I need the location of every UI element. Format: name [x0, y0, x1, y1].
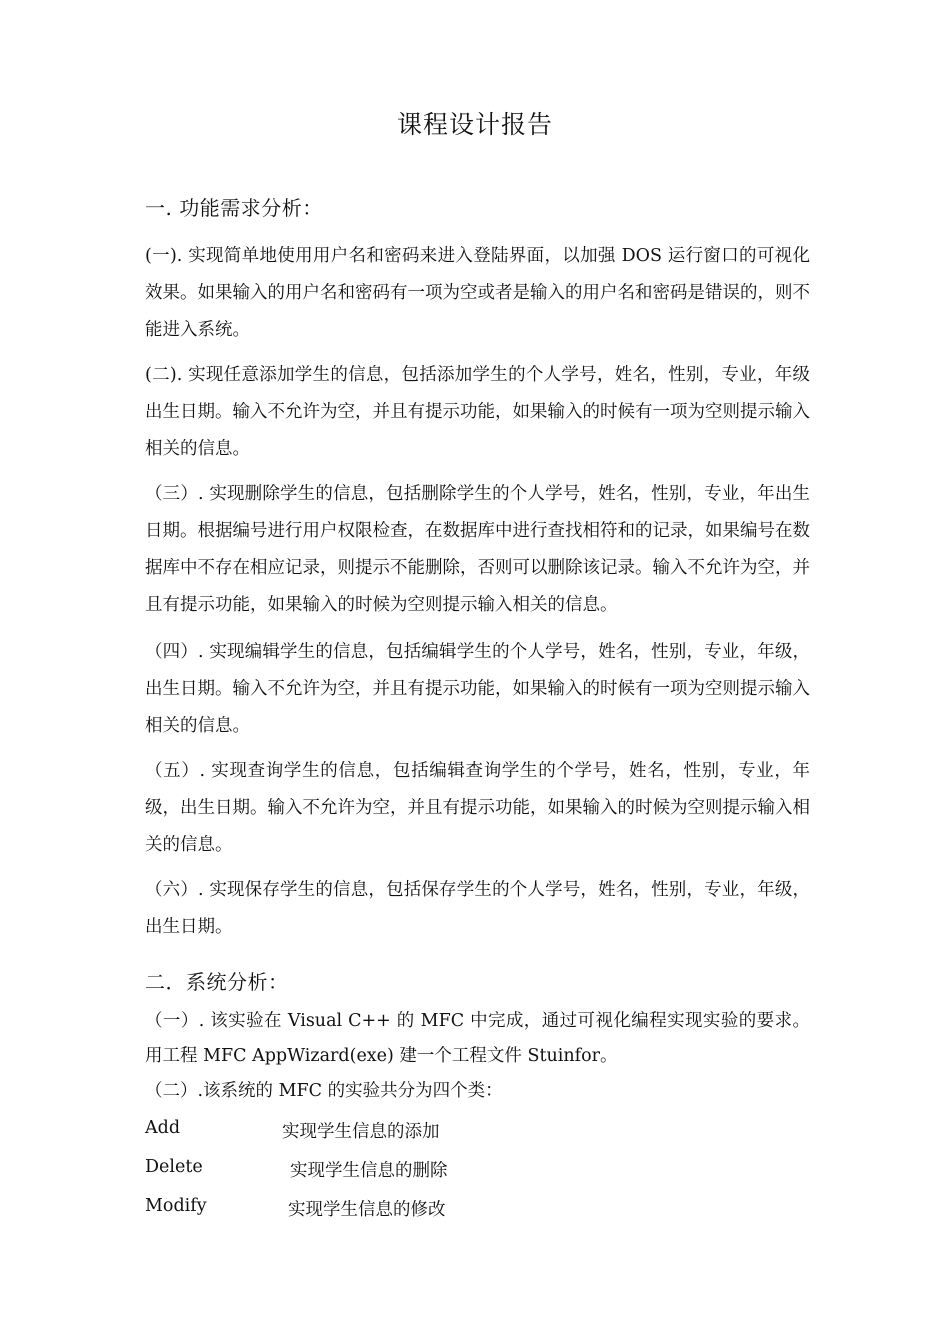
class-description: 实现学生信息的添加 [282, 1122, 440, 1142]
section-heading-requirements: 一. 功能需求分析： [145, 196, 323, 220]
paragraph-mfc-setup: （一）. 该实验在 Visual C++ 的 MFC 中完成，通过可视化编程实现实验的要求。用工程 MFC AppWizard(exe) 建一个工程文件 Stuinfor。 [145, 1011, 810, 1066]
document-title: 课程设计报告 [396, 110, 553, 139]
paragraph-query: （五）. 实现查询学生的信息，包括编辑查询学生的个学号，姓名，性别，专业，年级，出生日期。输入不允许为空，并且有提示功能，如果输入的时候为空则提示输入相关的信息。 [145, 761, 810, 855]
class-name: Add [145, 1118, 181, 1138]
section-heading-system-analysis: 二．系统分析： [145, 970, 289, 994]
class-description: 实现学生信息的删除 [290, 1161, 448, 1181]
paragraph-add: (二). 实现任意添加学生的信息，包括添加学生的个人学号，姓名，性别，专业，年级出生日期。输入不允许为空，并且有提示功能，如果输入的时候有一项为空则提示输入相关的信息。 [145, 365, 810, 459]
paragraph-save: （六）. 实现保存学生的信息，包括保存学生的个人学号，姓名，性别，专业，年级，出生日期。 [145, 880, 810, 937]
class-name: Delete [145, 1157, 203, 1177]
paragraph-login: (一). 实现简单地使用用户名和密码来进入登陆界面，以加强 DOS 运行窗口的可视化效果。如果输入的用户名和密码有一项为空或者是输入的用户名和密码是错误的，则不能进入系统。 [145, 246, 810, 340]
paragraph-delete: （三）. 实现删除学生的信息，包括删除学生的个人学号，姓名，性别，专业，年出生日期。根据编号进行用户权限检查，在数据库中进行查找相符和的记录，如果编号在数据库中不存在相应记录，则提示不能删除，否则可以删除该记录。输入不允许为空，并且有提示功能，如果输入的时候为空则提示输入相关的信息。 [145, 484, 810, 615]
class-description: 实现学生信息的修改 [288, 1200, 446, 1220]
paragraph-class-intro: （二）.该系统的 MFC 的实验共分为四个类： [145, 1081, 503, 1101]
paragraph-edit: （四）. 实现编辑学生的信息，包括编辑学生的个人学号，姓名，性别，专业，年级，出生日期。输入不允许为空，并且有提示功能，如果输入的时候有一项为空则提示输入相关的信息。 [145, 642, 810, 736]
class-name: Modify [145, 1196, 207, 1216]
